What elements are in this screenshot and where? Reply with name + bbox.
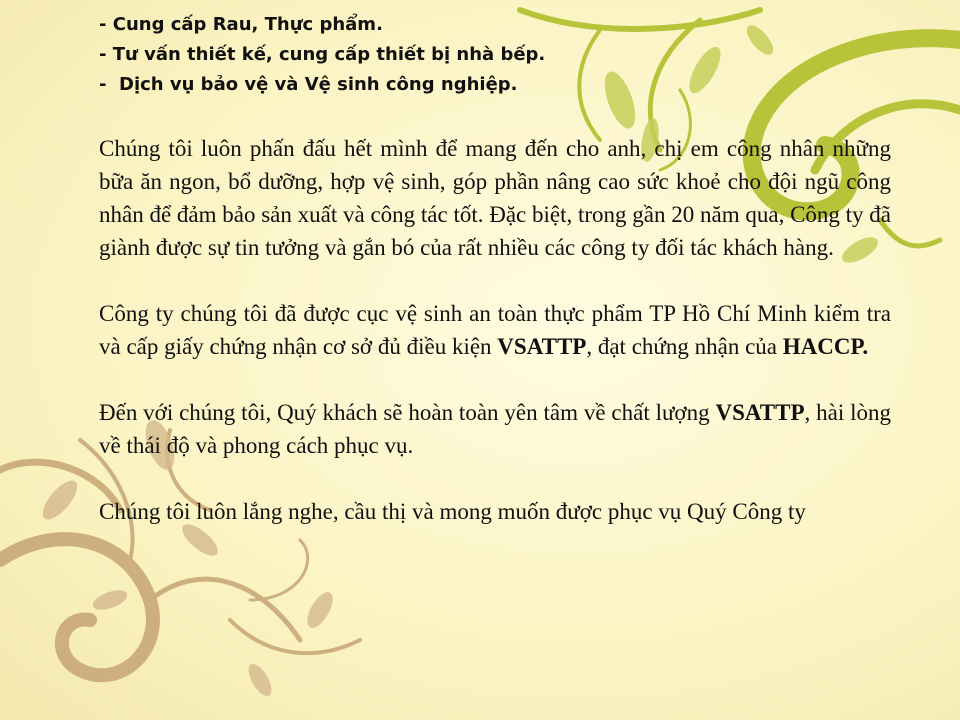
certification-text-2: , đạt chứng nhận của [586,334,783,359]
service-item-security-cleaning: - Dịch vụ bảo vệ và Vệ sinh công nghiệp. [99,74,518,95]
service-item-vegetables: - Cung cấp Rau, Thực phẩm. [99,14,383,35]
vsattp-label: VSATTP [497,334,587,359]
assurance-text: Đến với chúng tôi, Quý khách sẽ hoàn toàn yên tâm về chất lượng [99,400,716,425]
paragraph-certification [99,297,891,363]
assurance-text-2: , hài lòng về thái độ và phong cách phục vụ. [99,400,891,458]
paragraph-assurance [99,396,891,462]
paragraph-closing: Chúng tôi luôn lắng nghe, cầu thị và mong muốn được phục vụ Quý Công ty [99,499,806,524]
certification-text: Công ty chúng tôi đã được cục vệ sinh an toàn thực phẩm TP Hồ Chí Minh kiểm tra và cấp giấy chứng nhận cơ sở đủ điều kiện [99,301,891,359]
vsattp-label-2: VSATTP [715,400,805,425]
service-list [99,10,891,100]
paragraph-commitment: Chúng tôi luôn phấn đấu hết mình để mang đến cho anh, chị em công nhân những bữa ăn ngon, bổ dưỡng, hợp vệ sinh, góp phần nâng cao sức khoẻ cho đội ngũ công nhân để đảm bảo sản xuất và công tác tốt. Đặc biệt, trong gần 20 năm qua, Công ty đã giành được sự tin tưởng và gắn bó của rất nhiều các công ty đối tác khách hàng. [99,136,892,260]
service-item-kitchen-equipment: - Tư vấn thiết kế, cung cấp thiết bị nhà bếp. [99,44,546,65]
haccp-label: HACCP. [782,334,869,359]
slide-content [99,10,891,528]
